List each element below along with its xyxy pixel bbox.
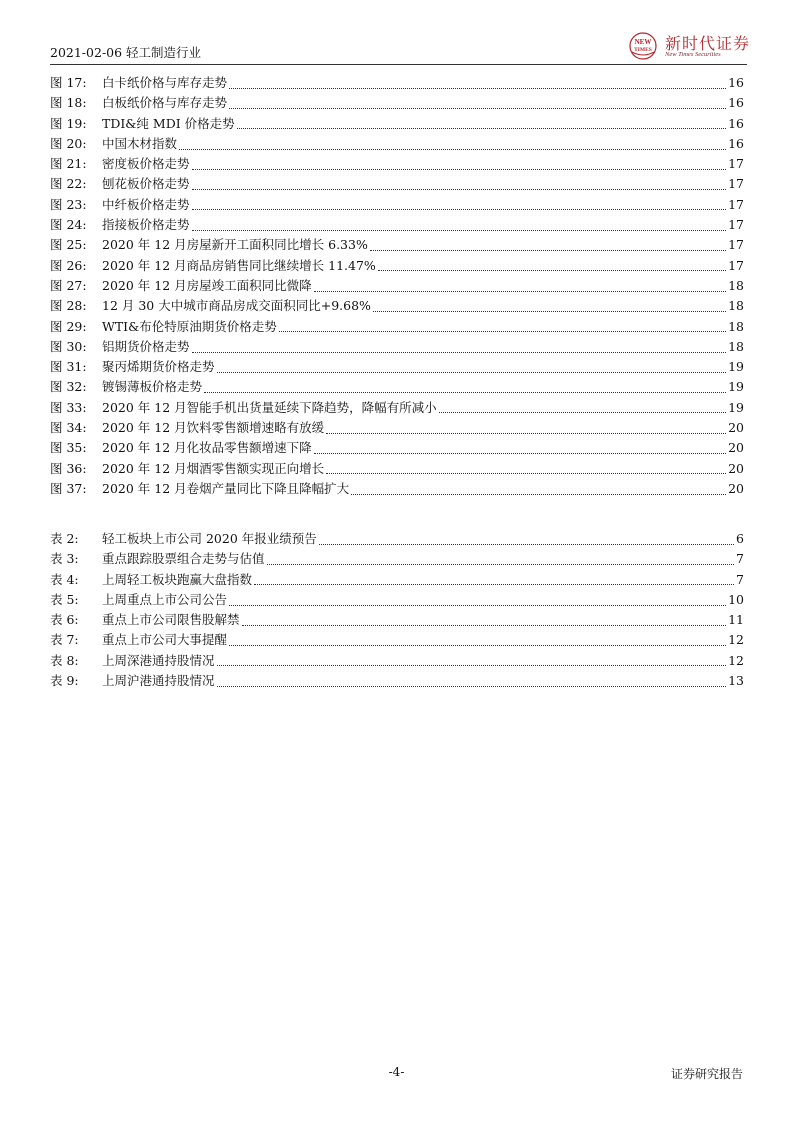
figure-entry-title: 中纤板价格走势 bbox=[102, 196, 190, 212]
table-entry[interactable] bbox=[50, 549, 744, 569]
table-entry-title: 重点上市公司大事提醒 bbox=[102, 632, 228, 648]
figure-entry-page: 17 bbox=[728, 237, 744, 253]
dot-leader bbox=[192, 209, 727, 210]
figure-entry-title: 镀锡薄板价格走势 bbox=[102, 379, 203, 395]
dot-leader bbox=[192, 230, 727, 231]
table-entry-title: 轻工板块上市公司 2020 年报业绩预告 bbox=[102, 531, 317, 546]
dot-leader bbox=[229, 88, 726, 89]
dot-leader bbox=[229, 645, 726, 646]
dot-leader bbox=[314, 453, 726, 454]
table-entry-number: 表 7: bbox=[50, 632, 79, 648]
dot-leader bbox=[279, 331, 726, 332]
table-entry-number: 表 2: bbox=[50, 531, 79, 546]
figure-index-list bbox=[50, 73, 744, 499]
figure-entry-title: 2020 年 12 月商品房销售同比继续增长 11.47% bbox=[102, 257, 376, 273]
figure-entry-title: 2020 年 12 月化妆品零售额增速下降 bbox=[102, 440, 312, 456]
dot-leader bbox=[242, 625, 727, 626]
dot-leader bbox=[217, 665, 727, 666]
dot-leader bbox=[351, 494, 726, 495]
table-entry-number: 表 8: bbox=[50, 652, 79, 668]
dot-leader bbox=[373, 311, 726, 312]
table-entry-page: 12 bbox=[728, 632, 744, 648]
figure-entry-number: 图 37: bbox=[50, 480, 87, 496]
figure-entry-page: 17 bbox=[728, 196, 744, 212]
figure-entry-title: 2020 年 12 月卷烟产量同比下降且降幅扩大 bbox=[102, 480, 350, 496]
figure-entry[interactable] bbox=[50, 114, 744, 134]
figure-entry[interactable] bbox=[50, 398, 744, 418]
figure-entry-page: 16 bbox=[728, 75, 744, 90]
figure-entry-title: 铝期货价格走势 bbox=[102, 338, 190, 354]
figure-entry-title: 12 月 30 大中城市商品房成交面积同比+9.68% bbox=[102, 298, 371, 314]
new-times-emblem-icon bbox=[627, 31, 659, 61]
figure-entry-title: 2020 年 12 月房屋竣工面积同比微降 bbox=[102, 277, 312, 293]
dot-leader bbox=[237, 128, 726, 129]
figure-entry-title: 刨花板价格走势 bbox=[102, 176, 190, 192]
figure-entry-number: 图 17: bbox=[50, 75, 87, 90]
table-entry-number: 表 5: bbox=[50, 591, 79, 607]
figure-entry[interactable] bbox=[50, 215, 744, 235]
table-entry[interactable] bbox=[50, 570, 744, 590]
figure-entry-page: 17 bbox=[728, 257, 744, 273]
table-entry-number: 表 4: bbox=[50, 571, 79, 587]
table-entry-title: 上周轻工板块跑赢大盘指数 bbox=[102, 571, 253, 587]
figure-entry-number: 图 30: bbox=[50, 338, 87, 354]
table-entry-page: 7 bbox=[736, 571, 744, 587]
figure-entry-page: 16 bbox=[728, 95, 744, 111]
dot-leader bbox=[314, 291, 726, 292]
figure-entry-number: 图 21: bbox=[50, 156, 87, 172]
figure-entry[interactable] bbox=[50, 459, 744, 479]
figure-entry-number: 图 35: bbox=[50, 440, 87, 456]
figure-entry-number: 图 25: bbox=[50, 237, 87, 253]
figure-entry-page: 17 bbox=[728, 156, 744, 172]
figure-entry-page: 16 bbox=[728, 115, 744, 131]
figure-entry-title: 聚丙烯期货价格走势 bbox=[102, 359, 215, 375]
dot-leader bbox=[370, 250, 726, 251]
table-index-list bbox=[50, 529, 744, 691]
figure-entry-number: 图 29: bbox=[50, 318, 87, 334]
figure-entry[interactable] bbox=[50, 276, 744, 296]
figure-entry-page: 18 bbox=[728, 277, 744, 293]
figure-entry-page: 19 bbox=[728, 379, 744, 395]
dot-leader bbox=[192, 352, 727, 353]
dot-leader bbox=[267, 564, 735, 565]
table-entry-title: 上周深港通持股情况 bbox=[102, 652, 215, 668]
table-entry[interactable] bbox=[50, 651, 744, 671]
brand-name-en: New Times Securities bbox=[665, 51, 721, 58]
figure-entry-title: 白板纸价格与库存走势 bbox=[102, 95, 228, 111]
figure-entry-page: 18 bbox=[728, 298, 744, 314]
figure-entry[interactable] bbox=[50, 256, 744, 276]
figure-entry-number: 图 34: bbox=[50, 420, 87, 436]
figure-entry-number: 图 18: bbox=[50, 95, 87, 111]
header-date-industry: 2021-02-06 轻工制造行业 bbox=[50, 45, 202, 60]
figure-entry-number: 图 19: bbox=[50, 115, 87, 131]
svg-text:NEW: NEW bbox=[634, 38, 652, 46]
figure-entry-number: 图 22: bbox=[50, 176, 87, 192]
figure-entry-page: 20 bbox=[728, 460, 744, 476]
figure-entry-number: 图 24: bbox=[50, 217, 87, 233]
figure-entry-title: WTI&布伦特原油期货价格走势 bbox=[102, 318, 277, 334]
dot-leader bbox=[229, 605, 726, 606]
dot-leader bbox=[204, 392, 726, 393]
figure-entry-page: 19 bbox=[728, 399, 744, 415]
figure-entry[interactable] bbox=[50, 195, 744, 215]
table-entry-title: 上周沪港通持股情况 bbox=[102, 673, 215, 689]
figure-entry-title: 2020 年 12 月饮料零售额增速略有放缓 bbox=[102, 420, 325, 436]
table-entry-page: 10 bbox=[728, 591, 744, 607]
table-entry-number: 表 3: bbox=[50, 551, 79, 567]
dot-leader bbox=[192, 169, 727, 170]
figure-entry-number: 图 20: bbox=[50, 135, 87, 151]
figure-entry-page: 18 bbox=[728, 318, 744, 334]
table-entry-page: 6 bbox=[736, 531, 744, 546]
figure-entry-number: 图 31: bbox=[50, 359, 87, 375]
figure-entry[interactable] bbox=[50, 418, 744, 438]
table-entry[interactable] bbox=[50, 630, 744, 650]
table-entry-number: 表 6: bbox=[50, 612, 79, 628]
dot-leader bbox=[378, 270, 726, 271]
table-entry-title: 重点跟踪股票组合走势与估值 bbox=[102, 551, 265, 567]
dot-leader bbox=[217, 686, 727, 687]
table-entry-page: 12 bbox=[728, 652, 744, 668]
figure-entry-title: 白卡纸价格与库存走势 bbox=[102, 75, 228, 90]
dot-leader bbox=[439, 412, 726, 413]
figure-entry-number: 图 33: bbox=[50, 399, 87, 415]
figure-entry-title: 密度板价格走势 bbox=[102, 156, 190, 172]
figure-entry[interactable] bbox=[50, 174, 744, 194]
figure-entry-title: 指接板价格走势 bbox=[102, 217, 190, 233]
figure-entry[interactable] bbox=[50, 317, 744, 337]
table-entry-page: 11 bbox=[728, 612, 744, 628]
figure-entry-page: 19 bbox=[728, 359, 744, 375]
table-entry-number: 表 9: bbox=[50, 673, 79, 689]
figure-entry-number: 图 23: bbox=[50, 196, 87, 212]
figure-entry-page: 16 bbox=[728, 135, 744, 151]
dot-leader bbox=[229, 108, 726, 109]
figure-entry[interactable] bbox=[50, 296, 744, 316]
figure-entry[interactable] bbox=[50, 377, 744, 397]
figure-entry[interactable] bbox=[50, 134, 744, 154]
dot-leader bbox=[319, 544, 734, 545]
figure-entry-number: 图 32: bbox=[50, 379, 87, 395]
figure-entry-number: 图 28: bbox=[50, 298, 87, 314]
figure-entry-page: 20 bbox=[728, 420, 744, 436]
table-entry[interactable] bbox=[50, 610, 744, 630]
table-entry-title: 上周重点上市公司公告 bbox=[102, 591, 228, 607]
table-entry[interactable] bbox=[50, 671, 744, 691]
figure-entry-number: 图 26: bbox=[50, 257, 87, 273]
dot-leader bbox=[326, 433, 726, 434]
report-label: 证券研究报告 bbox=[670, 1067, 743, 1081]
dot-leader bbox=[179, 149, 726, 150]
figure-entry[interactable] bbox=[50, 479, 744, 499]
table-entry-page: 13 bbox=[728, 673, 744, 689]
figure-entry-number: 图 27: bbox=[50, 277, 87, 293]
dot-leader bbox=[254, 584, 734, 585]
figure-entry-title: TDI&纯 MDI 价格走势 bbox=[102, 115, 235, 131]
figure-entry[interactable] bbox=[50, 93, 744, 113]
dot-leader bbox=[192, 189, 727, 190]
figure-entry-page: 17 bbox=[728, 217, 744, 233]
figure-entry[interactable] bbox=[50, 235, 744, 255]
figure-entry[interactable] bbox=[50, 154, 744, 174]
figure-entry-title: 中国木材指数 bbox=[102, 135, 178, 151]
figure-entry[interactable] bbox=[50, 438, 744, 458]
figure-entry-page: 20 bbox=[728, 440, 744, 456]
table-entry-title: 重点上市公司限售股解禁 bbox=[102, 612, 240, 628]
dot-leader bbox=[217, 372, 727, 373]
page-header bbox=[50, 30, 751, 65]
dot-leader bbox=[326, 473, 726, 474]
figure-entry-number: 图 36: bbox=[50, 460, 87, 476]
figure-entry-title: 2020 年 12 月烟酒零售额实现正向增长 bbox=[102, 460, 325, 476]
figure-entry-title: 2020 年 12 月智能手机出货量延续下降趋势，降幅有所减小 bbox=[102, 399, 437, 415]
brand-logo bbox=[627, 30, 751, 62]
svg-text:TIMES: TIMES bbox=[634, 47, 652, 53]
figure-entry-page: 18 bbox=[728, 338, 744, 354]
figure-entry-page: 20 bbox=[728, 480, 744, 496]
brand-name-cn: 新时代证券 bbox=[665, 34, 751, 53]
figure-entry[interactable] bbox=[50, 357, 744, 377]
table-entry[interactable] bbox=[50, 529, 744, 549]
figure-entry-page: 17 bbox=[728, 176, 744, 192]
table-entry[interactable] bbox=[50, 590, 744, 610]
table-entry-page: 7 bbox=[736, 551, 744, 567]
figure-entry[interactable] bbox=[50, 73, 744, 93]
page-number: -4- bbox=[388, 1065, 405, 1079]
figure-entry-title: 2020 年 12 月房屋新开工面积同比增长 6.33% bbox=[102, 237, 368, 253]
figure-entry[interactable] bbox=[50, 337, 744, 357]
